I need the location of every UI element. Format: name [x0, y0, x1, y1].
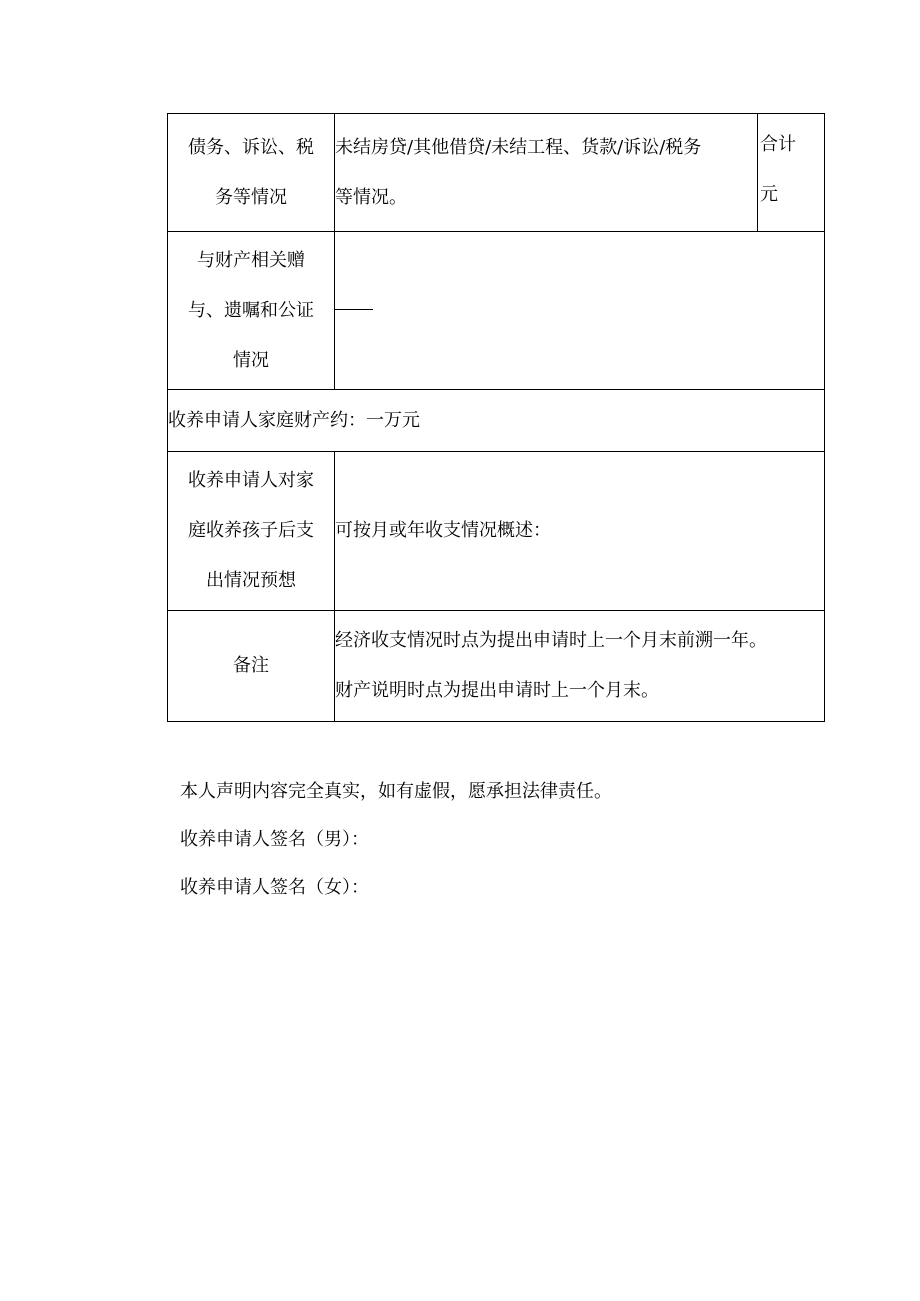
assets-cell	[168, 390, 825, 452]
debt-total-line2: 元	[760, 184, 778, 205]
debt-total-line1: 合计	[760, 134, 796, 155]
note-label: 备注	[233, 655, 269, 676]
debt-label-cell	[168, 114, 335, 232]
note-content-cell	[335, 611, 825, 722]
gift-label-line1: 与财产相关赠	[197, 249, 305, 271]
table-row-expense	[168, 452, 825, 611]
note-content-line1: 经济收支情况时点为提出申请时上一个月末前溯一年。	[335, 630, 767, 651]
expense-label-cell	[168, 452, 335, 611]
debt-label-line2: 务等情况	[215, 186, 287, 208]
debt-content-cell	[335, 114, 758, 232]
expense-label-line2: 庭收养孩子后支	[188, 520, 314, 541]
signature-female: 收养申请人签名（女）：	[180, 877, 369, 898]
note-content-line2: 财产说明时点为提出申请时上一个月末。	[335, 680, 659, 701]
table-row-note	[168, 611, 825, 722]
signature-male: 收养申请人签名（男）：	[180, 829, 369, 850]
expense-label-line1: 收养申请人对家	[188, 470, 314, 491]
declaration-block	[180, 768, 612, 912]
blank-fill-line	[335, 299, 373, 310]
debt-content-line2: 等情况。	[335, 186, 407, 208]
gift-label-line2: 与、遗嘱和公证	[188, 299, 314, 321]
declaration-statement: 本人声明内容完全真实，如有虚假，愿承担法律责任。	[180, 781, 612, 802]
note-label-cell	[168, 611, 335, 722]
expense-content-cell[interactable]	[335, 452, 825, 611]
expense-content: 可按月或年收支情况概述：	[335, 520, 551, 541]
debt-total-cell	[758, 114, 825, 232]
gift-content-cell[interactable]	[335, 232, 825, 390]
table-row-debt	[168, 114, 825, 232]
assets-label: 收养申请人家庭财产约：一万元	[168, 409, 420, 431]
debt-content-line1: 未结房贷/其他借贷/未结工程、货款/诉讼/税务	[335, 136, 702, 158]
table-row-gift	[168, 232, 825, 390]
table-row-assets	[168, 390, 825, 452]
gift-label-cell	[168, 232, 335, 390]
financial-info-table	[167, 113, 825, 722]
debt-label-line1: 债务、诉讼、税	[188, 136, 314, 158]
expense-label-line3: 出情况预想	[206, 570, 296, 591]
gift-label-line3: 情况	[233, 349, 269, 371]
